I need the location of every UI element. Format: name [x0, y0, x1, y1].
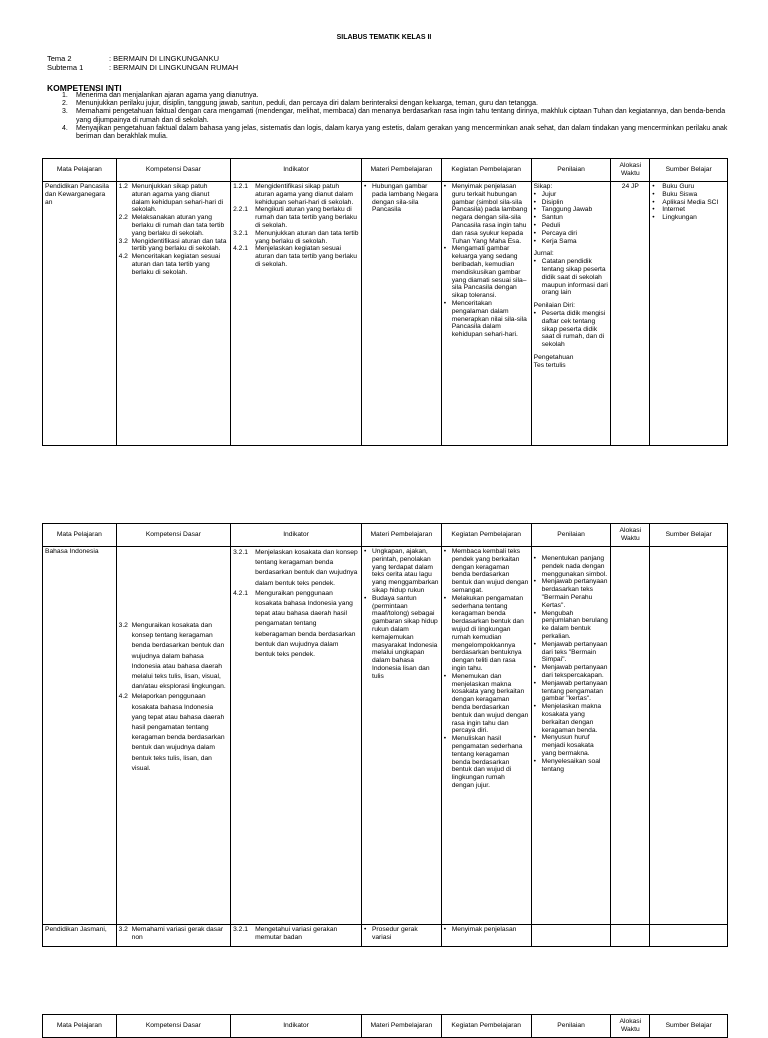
cell-kd — [116, 547, 231, 925]
materi-text: Hubungan gambar pada lambang Negara dengan sila-sila Pancasila — [371, 183, 439, 214]
cell-indikator — [231, 547, 362, 925]
kd-number: 4.2 — [118, 253, 128, 261]
ki-item — [62, 108, 738, 124]
materi-item — [364, 595, 439, 681]
syllabus-table-next — [42, 1014, 728, 1038]
kegiatan-item — [444, 735, 529, 790]
theme-info — [47, 54, 238, 72]
indikator-number: 3.2.1 — [233, 229, 248, 237]
header-materi: Materi Pembelajaran — [361, 524, 441, 547]
kd-number: 2.2 — [118, 214, 128, 222]
syllabus-table-bahasa — [42, 523, 728, 947]
cell-penilaian — [531, 925, 611, 947]
kegiatan-text: Menemukan dan menjelaskan makna kosakata yang berkaitan dengan keragaman benda berdasarkan bentuk dan wujud dengan rasa ingin tahu dan percaya diri. — [451, 672, 529, 735]
cell-materi — [361, 182, 441, 446]
cell-alokasi — [611, 547, 650, 925]
jurnal-label: Jurnal: — [533, 250, 554, 258]
indikator-text: Menjelaskan kosakata dan konsep tentang keragaman benda berdasarkan bentuk dan wujudnya dalam bentuk teks pendek. — [255, 549, 358, 587]
indikator-text: Menjelaskan kegiatan sesuai aturan dan tata tertib yang berlaku di sekolah. — [255, 245, 357, 268]
cell-sumber — [650, 547, 728, 925]
penilaian-text: Menjawab pertanyaan berdasarkan teks "Bermain Perahu Kertas". — [541, 578, 608, 609]
cell-mapel: Bahasa Indonesia — [43, 547, 117, 925]
cell-kegiatan — [441, 182, 531, 446]
sikap-text: Disiplin — [541, 198, 564, 206]
ki-item — [62, 125, 738, 141]
cell-penilaian — [531, 547, 611, 925]
sikap-item — [534, 206, 609, 214]
bullet-icon: • — [652, 214, 655, 222]
tema-label: Tema 2 — [47, 54, 72, 63]
header-kd: Kompetensi Dasar — [116, 524, 231, 547]
sumber-item — [652, 191, 725, 199]
header-alokasi: Alokasi Waktu — [611, 1015, 650, 1038]
bullet-icon: • — [363, 183, 367, 190]
bullet-icon: • — [443, 183, 447, 190]
jurnal-text: Catatan pendidik tentang sikap peserta didik saat di sekolah maupun informasi dari orang lain — [541, 258, 608, 297]
header-indikator: Indikator — [231, 1015, 362, 1038]
table-row — [43, 547, 728, 925]
table-header-row — [43, 1015, 728, 1038]
header-sumber: Sumber Belajar — [650, 159, 728, 182]
bullet-icon: • — [443, 594, 447, 602]
bullet-icon: • — [533, 258, 537, 266]
header-mapel: Mata Pelajaran — [43, 524, 117, 547]
header-kd: Kompetensi Dasar — [116, 159, 231, 182]
bullet-icon: • — [652, 206, 655, 214]
ki-item — [62, 92, 738, 100]
bullet-icon: • — [533, 221, 537, 229]
indikator-item — [233, 548, 359, 589]
bullet-icon: • — [533, 578, 537, 586]
header-mapel: Mata Pelajaran — [43, 1015, 117, 1038]
indikator-text: Menguraikan penggunaan kosakata bahasa Indonesia yang tepat atau bahasa daerah hasil pengamatan tentang keberagaman benda berdasarkan bentuk dan wujudnya dalam bentuk teks pendek. — [255, 589, 356, 659]
kd-item — [119, 253, 229, 276]
kd-item — [119, 621, 229, 692]
cell-mapel: Pendidikan Pancasila dan Kewarganegara an — [43, 182, 117, 446]
ki-text: Menunjukkan perilaku jujur, disiplin, tanggung jawab, santun, peduli, dan percaya diri dalam berinteraksi dengan keluarga, teman, guru dan tetangga. — [76, 100, 538, 108]
penilaian-text: Menjawab pertanyaan dari tekspercakapan. — [541, 664, 608, 679]
bullet-icon: • — [363, 926, 367, 933]
kd-item — [119, 214, 229, 237]
ki-text: Menerima dan menjalankan ajaran agama yang dianutnya. — [76, 92, 259, 99]
indikator-text: Menunjukkan aturan dan tata tertib yang berlaku di sekolah. — [255, 229, 359, 245]
bullet-icon: • — [443, 299, 447, 307]
kd-text: Menguraikan kosakata dan konsep tentang keragaman benda berdasarkan bentuk dan wujudnya dalam bahasa Indonesia atau bahasa daerah melalui teks tulis, lisan, visual, dan/atau eksplorasi lingkungan. — [131, 622, 226, 691]
bullet-icon: • — [533, 237, 537, 245]
sikap-item — [534, 222, 609, 230]
indikator-item — [233, 589, 359, 660]
cell-kd — [116, 925, 231, 947]
penilaian-text: Mengubah penjumlahan berulang ke dalam bentuk perkalian. — [541, 609, 608, 640]
bullet-icon: • — [533, 206, 537, 214]
sumber-item — [652, 199, 725, 207]
penilaian-text: Menjawab pertanyaan dari teks "Bermain Simpai". — [541, 640, 608, 664]
cell-indikator — [231, 925, 362, 947]
document-title: SILABUS TEMATIK KELAS II — [336, 34, 432, 41]
header-sumber: Sumber Belajar — [650, 1015, 728, 1038]
sumber-item — [652, 206, 725, 214]
penilaian-text: Menjawab pertanyaan tentang pengamatan gambar "kertas". — [541, 679, 608, 703]
kd-text: Melaporkan penggunaan kosakata bahasa Indonesia yang tepat atau bahasa daerah hasil pengamatan tentang keragaman benda berdasarkan bentuk dan wujudnya dalam bentuk teks tulis, lisan, dan visual. — [131, 693, 225, 772]
penilaian-diri-text: Peserta didik mengisi daftar cek tentang sikap peserta didik saat di rumah, dan di sekolah — [541, 309, 606, 349]
penilaian-item — [534, 578, 609, 609]
penilaian-item — [534, 555, 609, 578]
kompetensi-inti-list — [62, 92, 738, 141]
penilaian-item — [534, 641, 609, 664]
header-indikator: Indikator — [231, 159, 362, 182]
pengetahuan-text: Tes tertulis — [533, 361, 566, 369]
ki-number: 4. — [62, 124, 68, 132]
bullet-icon: • — [443, 245, 447, 253]
header-kd: Kompetensi Dasar — [116, 1015, 231, 1038]
indikator-number: 2.2.1 — [233, 206, 248, 214]
penilaian-item — [534, 610, 609, 641]
kd-text: Menunjukkan sikap patuh aturan agama yang dianut dalam kehidupan sehari-hari di sekolah. — [131, 183, 224, 214]
sikap-text: Kerja Sama — [541, 237, 577, 245]
sikap-item — [534, 230, 609, 238]
sikap-item — [534, 238, 609, 246]
kd-number: 4.2 — [118, 693, 128, 701]
kegiatan-text: Melakukan pengamatan sederhana tentang keragaman benda berdasarkan bentuk dan wujud di lingkungan rumah kemudian mengelompokkannya berdasarkan bentuknya dengan teliti dan rasa ingin tahu. — [451, 594, 524, 672]
bullet-icon: • — [533, 757, 537, 765]
indikator-text: Mengikuti aturan yang berlaku di rumah dan tata tertib yang berlaku di sekolah. — [255, 206, 357, 229]
jurnal-item — [534, 258, 609, 297]
kegiatan-item — [444, 595, 529, 673]
bullet-icon: • — [533, 190, 537, 198]
penilaian-diri-label: Penilaian Diri: — [533, 302, 575, 310]
kegiatan-item — [444, 673, 529, 735]
kegiatan-text: Menceritakan pengalaman dalam menerapkan nilai sila-sila Pancasila dalam kehidupan sehari-hari. — [451, 299, 527, 339]
table-header-row — [43, 159, 728, 182]
cell-indikator — [231, 182, 362, 446]
materi-item — [364, 548, 439, 595]
sumber-text: Buku Siswa — [662, 190, 698, 198]
bullet-icon: • — [363, 548, 367, 555]
cell-kd — [116, 182, 231, 446]
indikator-number: 3.2.1 — [233, 926, 248, 933]
kegiatan-item — [444, 548, 529, 595]
indikator-text: Mengidentifikasi sikap patuh aturan agama yang dianut dalam kehidupan sehari-hari di sekolah. — [255, 183, 354, 206]
ki-number: 1. — [62, 92, 68, 99]
cell-penilaian — [531, 182, 611, 446]
bullet-icon: • — [652, 183, 655, 190]
header-indikator: Indikator — [231, 524, 362, 547]
sikap-text: Santun — [541, 214, 563, 222]
bullet-icon: • — [443, 672, 447, 680]
header-sumber: Sumber Belajar — [650, 524, 728, 547]
bullet-icon: • — [533, 703, 537, 711]
bullet-icon: • — [533, 198, 537, 206]
bullet-icon: • — [533, 214, 537, 222]
ki-number: 3. — [62, 108, 68, 116]
header-materi: Materi Pembelajaran — [361, 1015, 441, 1038]
materi-item — [364, 926, 439, 942]
bullet-icon: • — [363, 594, 367, 602]
header-alokasi: Alokasi Waktu — [611, 159, 650, 182]
penilaian-diri-item — [534, 310, 609, 349]
kd-number: 3.2 — [118, 926, 128, 933]
cell-sumber — [650, 182, 728, 446]
indikator-number: 4.2.1 — [233, 589, 248, 597]
materi-text: Ungkapan, ajakan, perintah, penolakan yang terdapat dalam teks cerita atau lagu yang menggambarkan sikap hidup rukun — [371, 548, 439, 594]
materi-item — [364, 183, 439, 214]
bullet-icon: • — [533, 734, 537, 742]
penilaian-text: Menentukan panjang pendek nada dengan menggunakan simbol. — [541, 555, 608, 578]
sikap-label: Sikap: — [533, 183, 553, 190]
penilaian-text: Menjelaskan makna kosakata yang berkaitan dengan keragaman benda. — [541, 703, 602, 734]
subtema-value: : BERMAIN DI LINGKUNGAN RUMAH — [109, 63, 239, 72]
header-kegiatan: Kegiatan Pembelajaran — [441, 524, 531, 547]
cell-kegiatan — [441, 925, 531, 947]
ki-text: Memahami pengetahuan faktual dengan cara mengamati (mendengar, melihat, membaca) dan menanya berdasarkan rasa ingin tahu tentang dirinya, makhluk ciptaan Tuhan dan kegiatannya, dan benda-benda yang dijumpainya di rumah dan di sekolah. — [76, 108, 726, 124]
kegiatan-item — [444, 245, 529, 300]
sikap-item — [534, 214, 609, 222]
bullet-icon: • — [533, 229, 537, 237]
penilaian-item — [534, 703, 609, 734]
table-header-row — [43, 524, 728, 547]
syllabus-table-ppkn — [42, 158, 728, 446]
bullet-icon: • — [533, 679, 537, 687]
materi-text: Prosedur gerak variasi — [371, 926, 418, 941]
sikap-item — [534, 199, 609, 207]
materi-text: Budaya santun (permintaan maaf/tolong) sebagai gambaran sikap hidup rukun dalam kemajemukan masyarakat Indonesia melalui ungkapan dalam bahasa Indonesia lisan dan tulis — [371, 594, 438, 680]
penilaian-item — [534, 734, 609, 757]
subtema-label: Subtema 1 — [47, 63, 84, 72]
header-penilaian: Penilaian — [531, 159, 611, 182]
cell-mapel: Pendidikan Jasmani, — [43, 925, 117, 947]
sikap-item — [534, 191, 609, 199]
header-mapel: Mata Pelajaran — [43, 159, 117, 182]
kd-text: Menceritakan kegiatan sesuai aturan dan tata tertib yang berlaku di sekolah. — [131, 253, 221, 276]
cell-sumber — [650, 925, 728, 947]
sikap-text: Tanggung Jawab — [541, 206, 593, 214]
kd-text: Melaksanakan aturan yang berlaku di rumah dan tata tertib yang berlaku di sekolah. — [131, 214, 225, 237]
kd-item — [119, 183, 229, 214]
header-penilaian: Penilaian — [531, 524, 611, 547]
kegiatan-item — [444, 183, 529, 245]
bullet-icon: • — [533, 309, 537, 317]
penilaian-item — [534, 680, 609, 703]
sumber-text: Buku Guru — [662, 183, 695, 190]
indikator-item — [233, 183, 359, 206]
bullet-icon: • — [533, 640, 537, 648]
kd-number: 3.2 — [118, 237, 128, 245]
indikator-item — [233, 230, 359, 246]
pengetahuan-label: Pengetahuan — [533, 353, 574, 361]
indikator-item — [233, 206, 359, 229]
sumber-text: Aplikasi Media SCI — [662, 198, 719, 206]
sumber-text: Lingkungan — [662, 214, 697, 222]
sumber-text: Internet — [662, 206, 685, 214]
bullet-icon: • — [533, 609, 537, 617]
table-row — [43, 182, 728, 446]
bullet-icon: • — [652, 198, 655, 206]
kd-number: 3.2 — [118, 622, 128, 629]
penilaian-item — [534, 664, 609, 680]
kompetensi-inti-heading: KOMPETENSI INTI — [47, 83, 122, 93]
sumber-item — [652, 183, 725, 191]
kd-item — [119, 692, 229, 774]
header-kegiatan: Kegiatan Pembelajaran — [441, 1015, 531, 1038]
sikap-text: Percaya diri — [541, 229, 577, 237]
kegiatan-item — [444, 300, 529, 339]
ki-number: 2. — [62, 100, 68, 108]
kd-item — [119, 238, 229, 254]
bullet-icon: • — [443, 926, 447, 933]
penilaian-item — [534, 758, 609, 774]
cell-materi — [361, 925, 441, 947]
kd-item — [119, 926, 229, 942]
bullet-icon: • — [443, 548, 447, 555]
kegiatan-item — [444, 926, 529, 934]
sikap-text: Peduli — [541, 221, 561, 229]
sumber-item — [652, 214, 725, 222]
kd-text: Memahami variasi gerak dasar non — [131, 926, 224, 941]
tema-value: : BERMAIN DI LINGKUNGANKU — [109, 54, 220, 63]
kegiatan-text: Menuliskan hasil pengamatan sederhana tentang keragaman benda berdasarkan bentuk dan wujud di lingkungan rumah dengan jujur. — [451, 735, 523, 789]
sikap-text: Jujur — [541, 190, 557, 198]
bullet-icon: • — [533, 555, 537, 562]
penilaian-text: Menyusun huruf menjadi kosakata yang bermakna. — [541, 734, 594, 757]
cell-kegiatan — [441, 547, 531, 925]
kegiatan-text: Menyimak penjelasan — [451, 926, 517, 933]
kd-number: 1.2 — [118, 183, 128, 190]
kegiatan-text: Membaca kembali teks pendek yang berkaitan dengan keragaman benda berdasarkan bentuk dan wujud dengan semangat. — [451, 548, 529, 594]
ki-text: Menyajikan pengetahuan faktual dalam bahasa yang jelas, sistematis dan logis, dalam karya yang estetis, dalam gerakan yang mencerminkan anak sehat, dan dalam tindakan yang mencerminkan perilaku anak beriman dan berakhlak mulia. — [76, 124, 728, 141]
bullet-icon: • — [443, 735, 447, 743]
ki-item — [62, 100, 738, 108]
header-kegiatan: Kegiatan Pembelajaran — [441, 159, 531, 182]
cell-alokasi: 24 JP — [611, 182, 650, 446]
indikator-text: Mengetahui variasi gerakan memutar badan — [255, 926, 338, 941]
penilaian-text: Menyelesaikan soal tentang — [541, 757, 601, 773]
indikator-number: 3.2.1 — [233, 549, 248, 556]
cell-materi — [361, 547, 441, 925]
bullet-icon: • — [652, 190, 655, 198]
indikator-number: 4.2.1 — [233, 245, 248, 253]
kegiatan-text: Mengamati gambar keluarga yang sedang beribadah, kemudian mendiskusikan gambar yang diamati sesuai sila–sila Pancasila dengan sikap toleransi. — [451, 245, 527, 300]
indikator-item — [233, 245, 359, 268]
bullet-icon: • — [533, 664, 537, 672]
kd-text: Mengidentifikasi aturan dan tata tertib yang berlaku di sekolah. — [131, 237, 227, 253]
header-materi: Materi Pembelajaran — [361, 159, 441, 182]
table-row — [43, 925, 728, 947]
header-alokasi: Alokasi Waktu — [611, 524, 650, 547]
header-penilaian: Penilaian — [531, 1015, 611, 1038]
kegiatan-text: Menyimak penjelasan guru terkait hubungan gambar (simbol sila-sila Pancasila) pada lambang negara dengan sila-sila Pancasila rasa ingin tahu dan rasa syukur kepada Tuhan Yang Maha Esa. — [451, 183, 528, 245]
indikator-number: 1.2.1 — [233, 183, 248, 190]
indikator-item — [233, 926, 359, 942]
cell-alokasi — [611, 925, 650, 947]
